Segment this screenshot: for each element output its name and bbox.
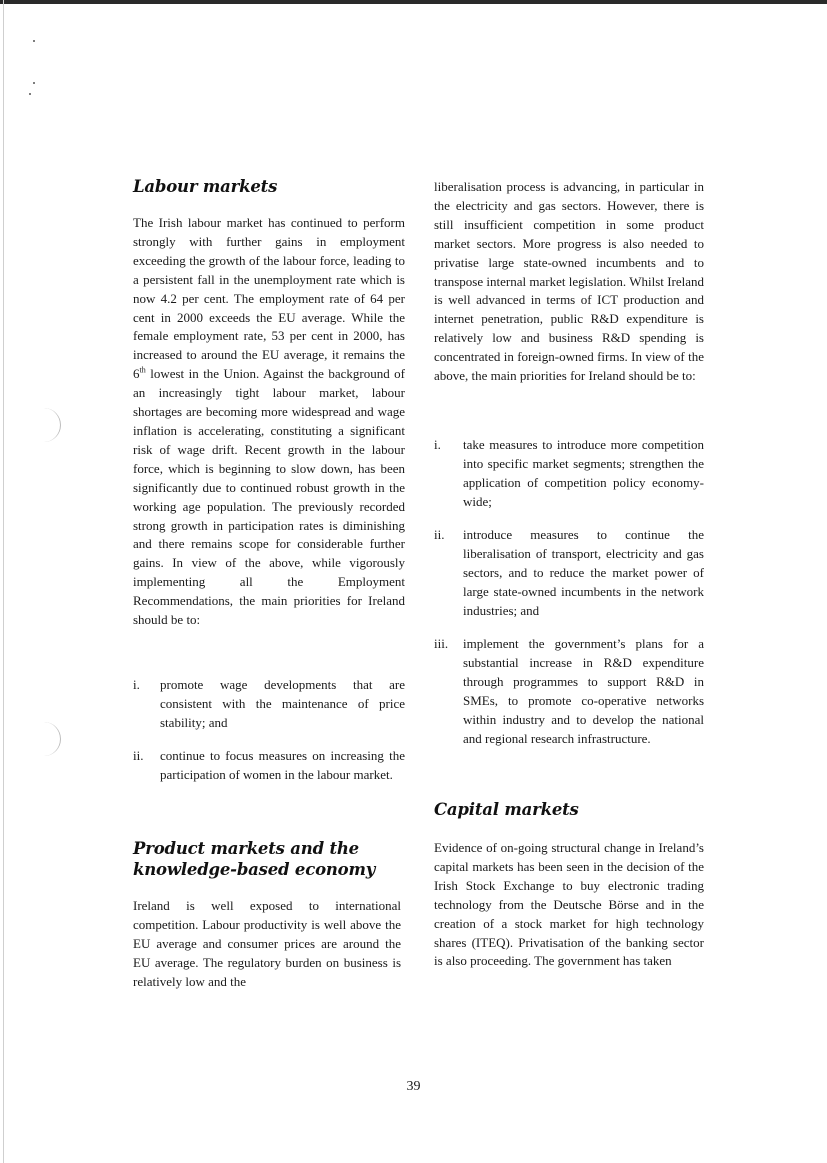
scan-speck bbox=[33, 40, 35, 42]
product-priority-item bbox=[434, 436, 704, 512]
page-number: 39 bbox=[406, 1079, 421, 1094]
labour-markets-heading: Labour markets bbox=[133, 177, 278, 196]
product-heading-line-1: Product markets and the bbox=[133, 839, 359, 858]
list-number: i. bbox=[133, 677, 140, 692]
list-text: promote wage developments that are consistent with the maintenance of price stability; and bbox=[160, 677, 405, 730]
top-border-rule bbox=[0, 0, 827, 4]
labour-para-part-1: The Irish labour market has continued to perform strongly with further gains in employment exceeding the growth of the labour force, leading to a persistent fall in the unemployment rate which is now 4.2 per cent. The employment rate of 64 per cent in 2000 exceeds the EU average. While the female employment rate, 53 per cent in 2000, has increased to around the EU average, it remains the 6 bbox=[133, 215, 405, 382]
list-text: take measures to introduce more competition into specific market segments; strengthen the application of competition policy economy-wide; bbox=[463, 437, 704, 509]
list-number: ii. bbox=[434, 527, 445, 542]
list-text: continue to focus measures on increasing the participation of women in the labour market. bbox=[160, 748, 405, 782]
labour-markets-paragraph bbox=[133, 214, 405, 630]
ordinal-superscript: th bbox=[139, 365, 146, 375]
punch-hole-mark bbox=[34, 408, 61, 442]
labour-priority-item bbox=[133, 747, 405, 785]
labour-priority-item bbox=[133, 676, 405, 733]
scan-margin-line bbox=[3, 0, 4, 1163]
product-markets-heading bbox=[133, 838, 375, 880]
list-number: i. bbox=[434, 437, 441, 452]
list-number: iii. bbox=[434, 636, 449, 651]
list-number: ii. bbox=[133, 748, 144, 763]
product-heading-line-2: knowledge-based economy bbox=[133, 860, 376, 879]
list-text: implement the government’s plans for a substantial increase in R&D expenditure through programmes to support R&D in SMEs, to promote co-operative networks within industry and to develop the national and regional research infrastructure. bbox=[463, 636, 704, 746]
product-priority-item bbox=[434, 635, 704, 748]
product-priority-item bbox=[434, 526, 704, 621]
product-markets-paragraph: Ireland is well exposed to international competition. Labour productivity is well above the EU average and consumer prices are around the EU average. The regulatory burden on business is relatively low and the bbox=[133, 898, 401, 989]
labour-para-part-2: lowest in the Union. Against the background of an increasingly tight labour market, labour shortages are becoming more widespread and wage inflation is accelerating, constituting a significant risk of wage drift. Recent growth in the labour force, which is beginning to slow down, has been significantly due to continued robust growth in the working age population. The previously recorded strong growth in participation rates is diminishing and there remains scope for considerable further gains. In view of the above, while vigorously implementing all the Employment Recommendations, the main priorities for Ireland should be to: bbox=[133, 366, 405, 628]
product-markets-continued-paragraph: liberalisation process is advancing, in particular in the electricity and gas sectors. However, there is still insufficient competition in some product market sectors. More progress is also needed to privatise large state-owned incumbents and to transpose internal market legislation. Whilst Ireland is well advanced in terms of ICT production and internet penetration, public R&D expenditure is relatively low and business R&D spending is concentrated in foreign-owned firms. In view of the above, the main priorities for Ireland should be to: bbox=[434, 179, 704, 384]
capital-markets-heading: Capital markets bbox=[434, 800, 579, 819]
list-text: introduce measures to continue the liberalisation of transport, electricity and gas sectors, and to reduce the market power of large state-owned incumbents in the network industries; and bbox=[463, 527, 704, 618]
capital-markets-paragraph: Evidence of on-going structural change in Ireland’s capital markets has been seen in the decision of the Irish Stock Exchange to buy electronic trading technology from the Deutsche Börse and in the creation of a stock market for high technology shares (ITEQ). Privatisation of the banking sector is also proceeding. The government has taken bbox=[434, 840, 704, 969]
scan-speck bbox=[33, 82, 35, 84]
scan-speck bbox=[29, 93, 31, 95]
punch-hole-mark bbox=[34, 722, 61, 756]
